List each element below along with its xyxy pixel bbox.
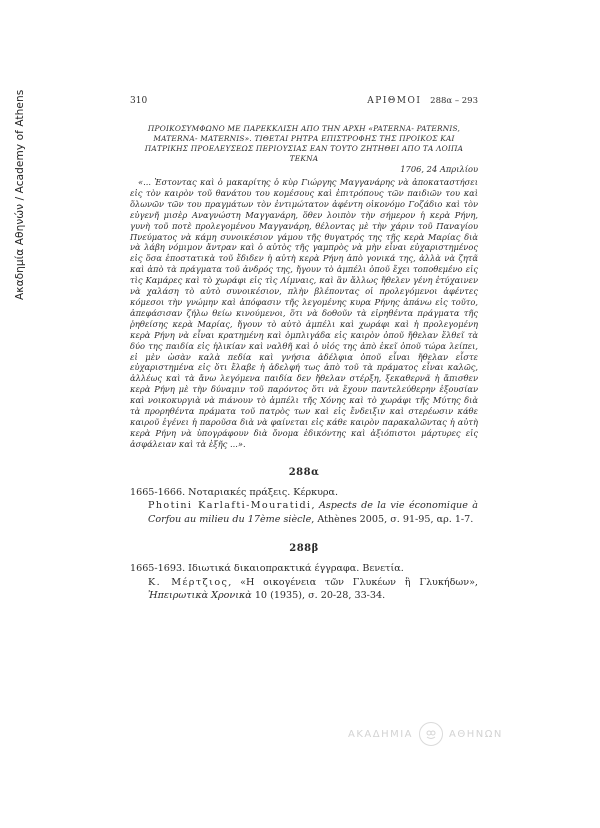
reference-title: Aspects de la vie économique à Corfou au milieu du 17ème siècle: [148, 500, 478, 525]
reference-author: Photini Karlafti-Mouratidi: [148, 500, 312, 512]
entry-heading: 1665-1693. Ιδιωτικά δικαιοπρακτικά έγγραφα. Βενετία.: [130, 563, 404, 575]
running-head: [367, 96, 478, 106]
document-title: ΠΡΟΙΚΟΣΥΜΦΩΝΟ ΜΕ ΠΑΡΕΚΚΛΙΣΗ ΑΠΟ ΤΗΝ ΑΡΧΗ «PATERNA- PATERNIS, MATERNA- MATERNIS». ΤΙΘΕΤΑΙ ΡΗΤΡΑ ΕΠΙΣΤΡΟΦΗΣ ΤΗΣ ΠΡΟΙΚΟΣ ΚΑΙ ΠΑΤΡΙΚΗΣ ΠΡΟΕΛΕΥΣΕΩΣ ΠΕΡΙΟΥΣΙΑΣ ΕΑΝ ΤΟΥΤΟ ΖΗΤΗΘΕΙ ΑΠΟ ΤΑ ΛΟΙΠΑ ΤΕΚΝΑ: [144, 124, 464, 163]
watermark-text-left: ΑΚΑΔΗΜΙΑ: [348, 728, 414, 740]
reference-details: 10 (1935), σ. 20-28, 33-34.: [251, 590, 386, 602]
bibliography-entry: [130, 562, 478, 603]
page-number: 310: [130, 96, 148, 106]
running-head-range: 288α – 293: [430, 96, 478, 106]
entry-number: 288β: [289, 543, 319, 555]
reference-separator: ,: [311, 500, 319, 512]
side-stamp: [3, 40, 25, 300]
document-excerpt: «... Ἐστοντας καὶ ὁ μακαρίτης ὁ κὺρ Γιώργης Μαγγανάρης νὰ ἀποκαταστήσει εἰς τὸν καιρὸν τοῦ θανάτου του κομέσους καὶ ἐπιτρόπους τῶν παιδιῶν του καὶ ὅλωνῶν τῶν του πραγμάτων τὸν ἐντιμώτατον ἀφέντη οἰκονόμο Γοζάδιο καὶ τὸν εὐγενῆ μισὲρ Αναγνώστη Μαγγανάρη, ὅθεν λοιπὸν τὴν σήμερον ἡ κερὰ Ρήνη, γυνὴ τοῦ ποτὲ προλεγομένου Μαγγανάρη, θέλοντας μὲ τὴν χάριν τοῦ Παναγίου Πνεύματος νὰ κάμη συνοικέσιον γάμου τῆς θυγατρός της τῆς κερὰ Μαρίας διὰ νὰ λάβη νόμιμον ἄντραν καὶ ὁ αὐτὸς τῆς γαμπρὸς νὰ μὴν εἶναι εὐχαριστημένος εἰς ὅσα ἐποστατικὰ τοῦ ἔδιδεν ἡ αὐτὴ κερὰ Ρήνη ἀπὸ γονικά της, ἀλλὰ νὰ ζητᾶ καὶ ἀπὸ τὰ πράγματα τοῦ ἀνδρός της, ἤγουν τὸ ἀμπέλι ὁποῦ ἔχει τοποθεμένο εἰς τὶς Καμάρες καὶ τὸ χωράφι εἰς τὶς Λίμναις, καὶ ἂν ἄλλως ἤθελεν γένη ἐτύχαινεν νὰ χαλάση τὸ αὐτὸ συνοικέσιον, πλὴν βλέποντας οἱ προλεγόμενοι ἀφέντες κόμεσοι τὴν γνώμην καὶ ἀπόφασιν τῆς λεγομένης κυρα Ρήνης ἀπάνω εἰς τοῦτο, ἀπεφάσισαν ζήλω θείω κινούμενοι, ὅτι νὰ δοθοῦν τὰ εἰρηθέντα πράγματα τῆς ῥηθείσης κερὰ Μαρίας, ἤγουν τὸ αὐτὸ ἀμπέλι καὶ χωράφι καὶ ἡ προλεγομένη κερὰ Ρήνη νὰ εἶναι κρατημένη καὶ ὀμπλιγάδα εἰς καιρὸν ὁποῦ ἤθελαν ἔλθεῖ τὰ δύο της παιδία εἰς ἡλικίαν καὶ ναλθῆ καὶ ὁ υἱός της ἀπὸ ἐκεῖ ὁποῦ τώρα λείπει, εἰ μὲν ὡσὰν καλὰ πεδία καὶ γνήσια ἀδέλφια ὁποῦ εἶναι ἤθελαν εἶστε εὐχαριστημένα εἰς ὅτι ἔλαβε ἡ ἀδελφή τως ἀπὸ τοῦ τὰ πράματος εἶναι καλῶς, ἀλλέως καὶ τὰ ἄνω λεγόμενα παιδία δεν ἤθελαν στέρξη, ξεκαθερνᾶ ἡ ἄπισθεν κερὰ Ρήνη μὲ τὴν δύναμιν τοῦ παρόντος ὅτι νὰ ἔχουν παντελεύθερην ἐξουσίαν καὶ νοικοκυργιὰ νὰ πιάνουν τὸ ἀμπέλι τῆς Χόνης καὶ τὸ χωράφι τῆς Μύτης διὰ τὰ προρηθέντα πράματα τοῦ πατρὸς των καὶ εἰς ἔνδειξιν καὶ στερέωσιν κάθε καιροῦ ἐγένει ἡ παροῦσα διὰ νὰ φαίνεται εἰς κάθε καιρὸν παρακαλῶντας ἡ αὐτὴ κερὰ Ρήνη νὰ ὑπογράφουν διὰ ὄνομα ἐδικόντης καὶ ἀξιόπιστοι μάρτυρες εἰς ἀσφάλειαν καὶ τὰ ἑξῆς ...».: [130, 177, 478, 449]
entry-heading: 1665-1666. Νοταριακές πράξεις. Κέρκυρα.: [130, 486, 339, 498]
side-stamp-text: Ακαδημία Αθηνών / Academy of Athens: [14, 89, 26, 300]
entry-reference: [130, 576, 478, 603]
reference-details: , Athènes 2005, σ. 91-95, αρ. 1-7.: [311, 513, 474, 525]
reference-journal: Ἠπειρωτικὰ Χρονικὰ: [148, 590, 252, 602]
page-content: [130, 124, 478, 603]
entry-number: 288α: [288, 466, 320, 478]
reference-author: Κ. Μέρτζιος: [148, 576, 229, 588]
academy-watermark: [348, 722, 503, 746]
watermark-text-right: ΑΘΗΝΩΝ: [449, 728, 503, 740]
owl-seal-icon: [419, 722, 443, 746]
running-head-title: ΑΡΙΘΜΟΙ: [367, 96, 422, 106]
document-date: 1706, 24 Απριλίου: [400, 164, 478, 174]
entry-reference: [130, 499, 478, 526]
reference-article-title: , «Η οικογένεια τῶν Γλυκέων ἢ Γλυκήδων»,: [228, 576, 478, 588]
bibliography-entry: [130, 486, 478, 527]
